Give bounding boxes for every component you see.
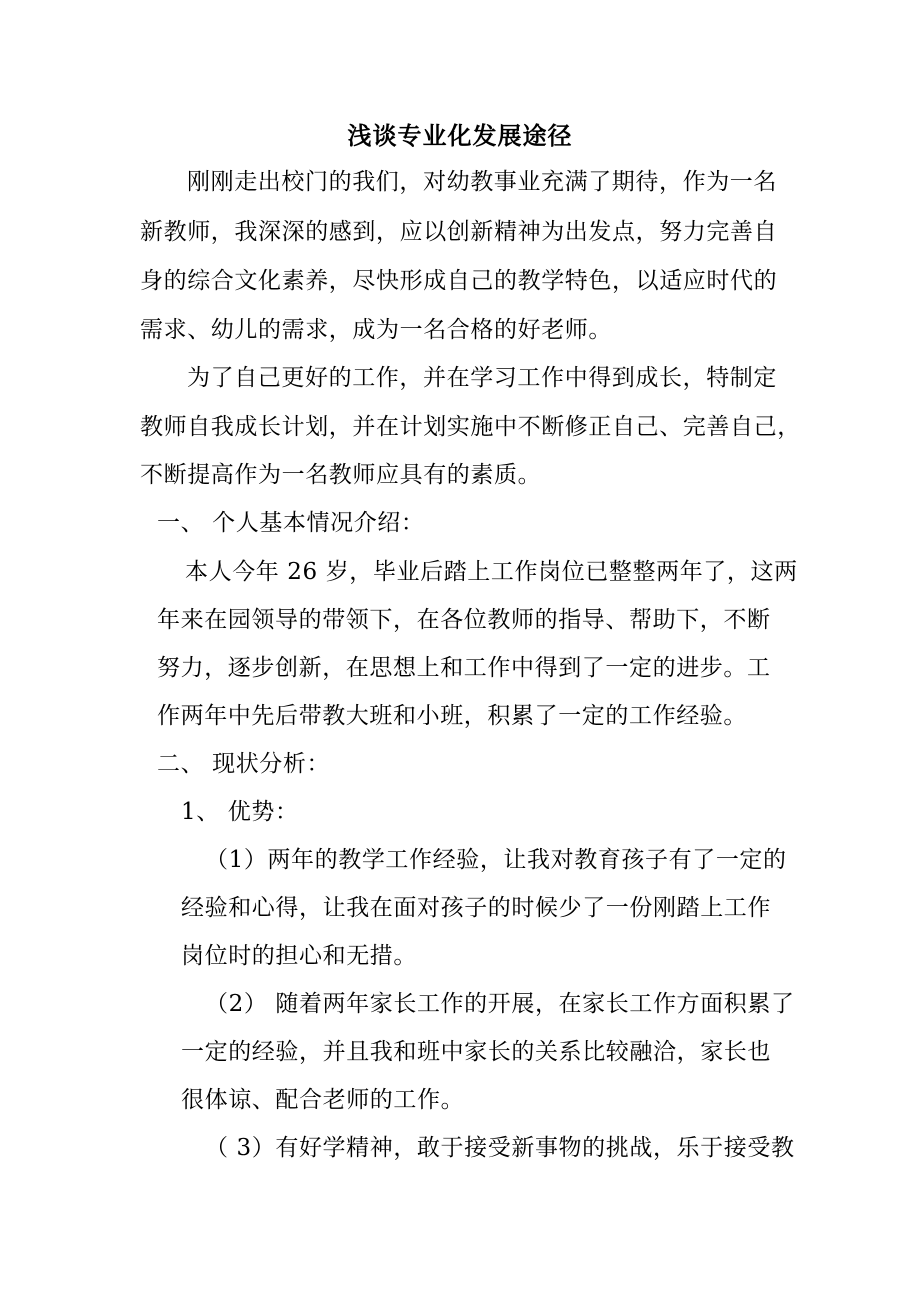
paragraph-line: 身的综合文化素养，尽快形成自己的教学特色，以适应时代的 [140,268,778,294]
paragraph-line: 一定的经验，并且我和班中家长的关系比较融洽，家长也 [181,1039,771,1065]
section-heading: 一、 个人基本情况介绍： [157,510,425,536]
section-heading: 二、 现状分析： [157,751,331,777]
paragraph-line: 很体谅、配合老师的工作。 [181,1087,465,1113]
paragraph-line: 努力，逐步创新，在思想上和工作中得到了一定的进步。工 [157,655,771,681]
paragraph-line: （ 3）有好学精神，敢于接受新事物的挑战，乐于接受教 [205,1135,795,1161]
paragraph-line: 刚刚走出校门的我们，对幼教事业充满了期待，作为一名 [187,169,777,195]
paragraph-line: （2） 随着两年家长工作的开展，在家长工作方面积累了 [205,991,795,1017]
page-title: 浅谈专业化发展途径 [347,121,573,150]
paragraph-line: 需求、幼儿的需求，成为一名合格的好老师。 [140,317,612,343]
paragraph-line: 经验和心得，让我在面对孩子的时候少了一份刚踏上工作 [181,895,771,921]
paragraph-line: 岗位时的担心和无措。 [181,943,417,969]
paragraph-line: 年来在园领导的带领下，在各位教师的指导、帮助下，不断 [157,607,771,633]
paragraph-line: 为了自己更好的工作，并在学习工作中得到成长，特制定 [187,365,777,391]
paragraph-line: 新教师，我深深的感到，应以创新精神为出发点，努力完善自 [140,219,778,245]
paragraph-line: 本人今年 26 岁，毕业后踏上工作岗位已整整两年了，这两 [185,559,798,585]
paragraph-line: 教师自我成长计划，并在计划实施中不断修正自己、完善自己， [140,414,801,440]
paragraph-line: 作两年中先后带教大班和小班，积累了一定的工作经验。 [157,703,747,729]
paragraph-line: （1）两年的教学工作经验，让我对教育孩子有了一定的 [205,847,787,873]
subsection-heading: 1、 优势： [181,799,299,825]
paragraph-line: 不断提高作为一名教师应具有的素质。 [140,462,542,488]
